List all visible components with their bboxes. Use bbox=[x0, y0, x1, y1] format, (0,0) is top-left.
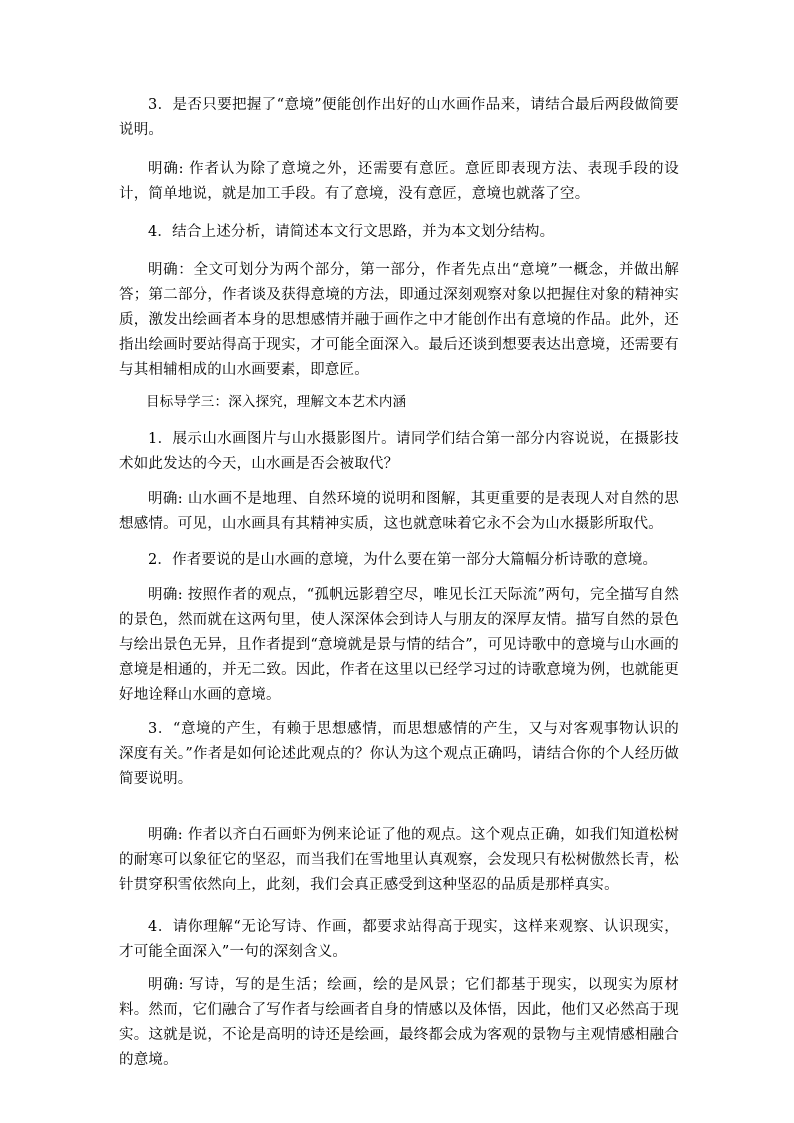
question-4-paragraph: 4．结合上述分析，请简述本文行文思路，并为本文划分结构。 bbox=[148, 224, 555, 240]
answer-4b-paragraph: 明确: 写诗，写的是生活；绘画，绘的是风景；它们都基于现实，以现实为原材料。然而，它们融合了写作者与绘画者自身的情感以及体悟，因此，他们又必然高于现实。这就是说，不论是高明的诗还是绘画，最终都会成为客观的景物与主观情感相融合的意境。 bbox=[119, 977, 679, 1068]
question-4b-paragraph: 4．请你理解“无论写诗、作画，都要求站得高于现实，这样来观察、认识现实，才可能全面深入”一句的深刻含义。 bbox=[119, 919, 679, 960]
answer-4-paragraph: 明确：全文可划分为两个部分，第一部分，作者先点出“意境”一概念，并做出解答；第二部分，作者谈及获得意境的方法，即通过深刻观察对象以把握住对象的精神实质，激发出绘画者本身的思想感情并融于画作之中才能创作出有意境的作品。此外，还指出绘画时要站得高于现实，才可能全面深入。最后还谈到想要表达出意境，还需要有与其相辅相成的山水画要素，即意匠。 bbox=[119, 262, 679, 378]
question-2-paragraph: 2．作者要说的是山水画的意境，为什么要在第一部分大篇幅分析诗歌的意境。 bbox=[148, 552, 658, 568]
question-3b-paragraph: 3．“意境的产生，有赖于思想感情，而思想感情的产生，又与对客观事物认识的深度有关。”作者是如何论述此观点的？你认为这个观点正确吗，请结合你的个人经历做简要说明。 bbox=[119, 721, 679, 787]
question-1-paragraph: 1．展示山水画图片与山水摄影图片。请同学们结合第一部分内容说说，在摄影技术如此发达的今天，山水画是否会被取代？ bbox=[119, 431, 679, 472]
section-heading: 目标导学三：深入探究，理解文本艺术内涵 bbox=[146, 394, 407, 410]
answer-2-paragraph: 明确: 按照作者的观点，“孤帆远影碧空尽，唯见长江天际流”两句，完全描写自然的景色，然而就在这两句里，使人深深体会到诗人与朋友的深厚友情。描写自然的景色与绘出景色无异，且作者提到“意境就是景与情的结合”，可见诗歌中的意境与山水画的意境是相通的，并无二致。因此，作者在这里以已经学习过的诗歌意境为例，也就能更好地诠释山水画的意境。 bbox=[119, 587, 679, 703]
question-3-paragraph: 3．是否只要把握了“意境”便能创作出好的山水画作品来，请结合最后两段做简要说明。 bbox=[119, 97, 679, 138]
answer-1-paragraph: 明确: 山水画不是地理、自然环境的说明和图解，其更重要的是表现人对自然的思想感情。可见，山水画具有其精神实质，这也就意味着它永不会为山水摄影所取代。 bbox=[119, 491, 679, 532]
answer-3-paragraph: 明确: 作者认为除了意境之外，还需要有意匠。意匠即表现方法、表现手段的设计，简单地说，就是加工手段。有了意境，没有意匠，意境也就落了空。 bbox=[119, 161, 679, 202]
answer-3b-paragraph: 明确: 作者以齐白石画虾为例来论证了他的观点。这个观点正确，如我们知道松树的耐寒可以象征它的坚忍，而当我们在雪地里认真观察，会发现只有松树傲然长青，松针贯穿积雪依然向上，此刻，我们会真正感受到这种坚忍的品质是那样真实。 bbox=[119, 827, 679, 893]
